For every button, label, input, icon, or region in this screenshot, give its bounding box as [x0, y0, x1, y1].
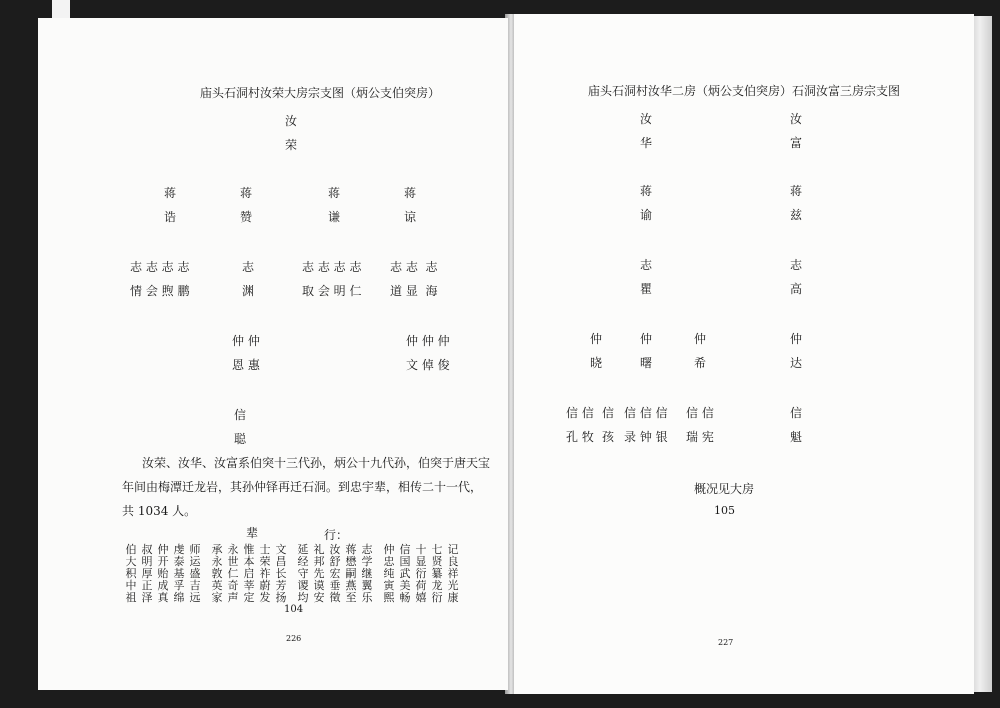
gen-zhong-bottom-1: 恩 惠 — [232, 358, 260, 372]
generation-column: 虔泰基孚绵 — [173, 543, 185, 604]
generation-header-left: 辈 — [246, 526, 259, 540]
gen-zhi-bottom-1: 瞿 — [640, 282, 653, 296]
gen-jiang-top-1: 蒋 — [640, 184, 653, 198]
gen-zhi-top-2: 志 — [242, 260, 255, 274]
gen-zhi-top-3: 志 志 志 志 — [302, 260, 362, 274]
gen-xin-bottom-4: 瑞 宪 — [686, 430, 714, 444]
gen-zhi-bottom-2: 高 — [790, 282, 803, 296]
gen-xin-bottom-2: 孩 — [602, 430, 615, 444]
inner-page-number: 104 — [284, 604, 304, 615]
gen-zhi-top-1: 志 志 志 志 — [130, 260, 190, 274]
gen-zhi-bottom-1: 情 会 煦 鹏 — [130, 284, 190, 298]
gen-zhi-bottom-3: 取 会 明 仁 — [302, 284, 362, 298]
gen-xin-bottom-3: 录 钟 银 — [624, 430, 668, 444]
gen-zhi-bottom-4: 道 显 海 — [390, 284, 438, 298]
gen-zhong-top-3: 仲 — [694, 332, 707, 346]
generation-column: 七贤纂龙衍 — [431, 543, 443, 604]
right-page-title: 庙头石洞村汝华二房（炳公支伯突房）石洞汝富三房宗支图 — [588, 84, 901, 98]
gen-zhong-bottom-2: 曙 — [640, 356, 653, 370]
generation-column: 礼邦先谟安 — [313, 543, 325, 604]
gen-xin-top-3: 信 信 信 — [624, 406, 668, 420]
root-name-top-1: 汝 — [640, 112, 653, 126]
gen-zhi-bottom-2: 渊 — [242, 284, 255, 298]
generation-column: 汝舒宏垂徵 — [329, 543, 341, 604]
generation-column: 伯大积中祖 — [125, 543, 137, 604]
gen-xin-top-1: 信 信 — [566, 406, 594, 420]
gen-jiang-top-1: 蒋 — [164, 186, 177, 200]
generation-column: 延经守谡均 — [297, 543, 309, 604]
generation-column: 蒋懋嗣燕至 — [345, 543, 357, 604]
gen-jiang-top-2: 蒋 — [240, 186, 253, 200]
history-paragraph-line-1: 汝荣、汝华、汝富系伯突十三代孙，炳公十九代孙，伯突于唐天宝 — [142, 456, 491, 470]
gen-xin-top-4: 信 信 — [686, 406, 714, 420]
gen-xin-top: 信 — [234, 408, 247, 422]
page-edges — [972, 16, 992, 692]
gen-xin-bottom: 聪 — [234, 432, 247, 446]
generation-column: 士荣祚蔚发 — [259, 543, 271, 604]
left-page — [38, 18, 508, 690]
page-number: 226 — [286, 634, 302, 643]
generation-column: 文昌长芳扬 — [275, 543, 287, 604]
gen-jiang-bottom-1: 谕 — [640, 208, 653, 222]
generation-column: 师运盛吉远 — [189, 543, 201, 604]
generation-column: 记良祥光康 — [447, 543, 459, 604]
gen-zhong-bottom-2: 文 倬 俊 — [406, 358, 450, 372]
right-page — [514, 14, 974, 694]
root-name-bottom-1: 华 — [640, 136, 653, 150]
root-name-bottom-2: 富 — [790, 136, 803, 150]
generation-column: 叔明厚正泽 — [141, 543, 153, 604]
gen-zhong-top-2: 仲 — [640, 332, 653, 346]
page-number: 227 — [718, 638, 734, 647]
history-paragraph-line-3: 共 1034 人。 — [122, 504, 197, 518]
root-name-top: 汝 — [285, 114, 298, 128]
generation-column: 仲开贻成真 — [157, 543, 169, 604]
gen-zhong-top-1: 仲 仲 — [232, 334, 260, 348]
gen-jiang-bottom-2: 赞 — [240, 210, 253, 224]
root-name-top-2: 汝 — [790, 112, 803, 126]
gen-zhong-top-2: 仲 仲 仲 — [406, 334, 450, 348]
gen-jiang-bottom-4: 谅 — [404, 210, 417, 224]
gen-zhong-bottom-3: 希 — [694, 356, 707, 370]
gen-jiang-bottom-1: 诰 — [164, 210, 177, 224]
gen-xin-bottom-5: 魁 — [790, 430, 803, 444]
gen-zhong-bottom-4: 达 — [790, 356, 803, 370]
generation-column: 信国武美畅 — [399, 543, 411, 604]
generation-column: 惟本启莘定 — [243, 543, 255, 604]
gen-zhi-top-2: 志 — [790, 258, 803, 272]
gen-zhong-bottom-1: 晓 — [590, 356, 603, 370]
generation-column: 承永敦英家 — [211, 543, 223, 604]
left-page-title: 庙头石洞村汝荣大房宗支图（炳公支伯突房） — [200, 86, 441, 100]
generation-column: 十显衍荷嬉 — [415, 543, 427, 604]
history-paragraph-line-2: 年间由梅潭迁龙岩，其孙仲铎再迁石洞。到忠宇辈，相传二十一代， — [122, 480, 483, 494]
gen-jiang-top-4: 蒋 — [404, 186, 417, 200]
inner-page-number: 105 — [714, 504, 735, 517]
generation-header-right: 行： — [324, 528, 349, 542]
gen-jiang-top-2: 蒋 — [790, 184, 803, 198]
gen-zhi-top-4: 志 志 志 — [390, 260, 438, 274]
gen-xin-bottom-1: 孔 牧 — [566, 430, 594, 444]
gen-zhong-top-4: 仲 — [790, 332, 803, 346]
gen-xin-top-2: 信 — [602, 406, 615, 420]
generation-column: 志学继翼乐 — [361, 543, 373, 604]
gen-jiang-bottom-2: 兹 — [790, 208, 803, 222]
gen-zhi-top-1: 志 — [640, 258, 653, 272]
generation-column: 仲忠纯寅熙 — [383, 543, 395, 604]
gen-jiang-bottom-3: 谦 — [328, 210, 341, 224]
generation-column: 永世仁奇声 — [227, 543, 239, 604]
root-name-bottom: 荣 — [285, 138, 298, 152]
gen-xin-top-5: 信 — [790, 406, 803, 420]
gen-zhong-top-1: 仲 — [590, 332, 603, 346]
gen-jiang-top-3: 蒋 — [328, 186, 341, 200]
note-see-main-branch: 概况见大房 — [694, 482, 755, 496]
